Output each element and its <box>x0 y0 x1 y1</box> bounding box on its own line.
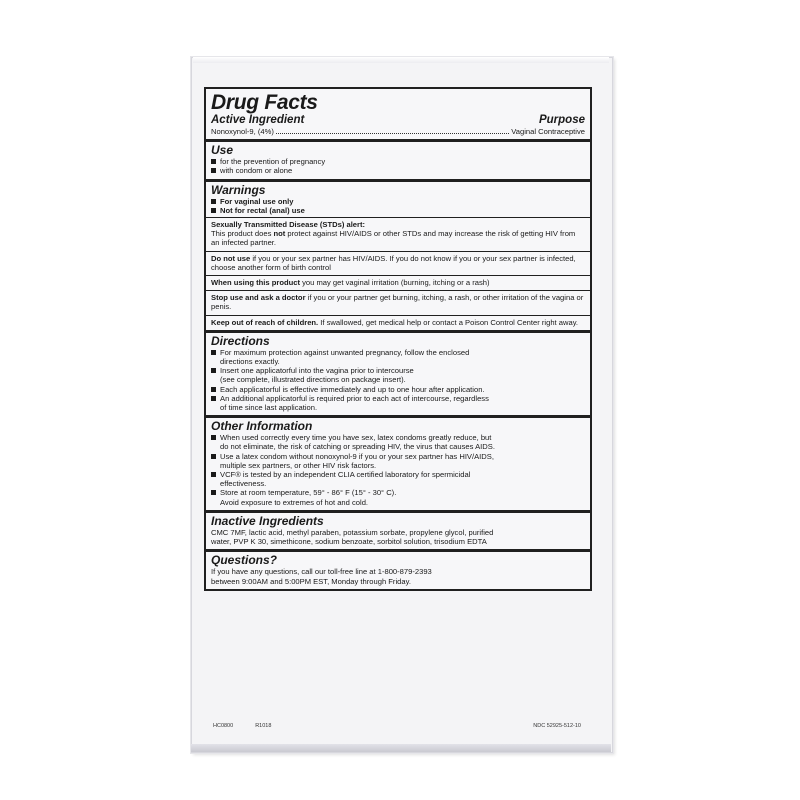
warning-item-text: For vaginal use only <box>220 196 294 206</box>
list-item <box>211 433 585 451</box>
when-using-section <box>206 275 590 290</box>
std-alert-section <box>206 217 590 251</box>
active-ingredient-header: Active Ingredient <box>211 114 305 126</box>
bullet-square-icon <box>211 350 216 355</box>
product-code: HC0800 <box>213 723 234 729</box>
use-section <box>206 139 590 178</box>
active-ingredient-purpose: Vaginal Contraceptive <box>511 127 585 136</box>
when-using-text: When using this product you may get vaginal irritation (burning, itching or a rash) <box>211 278 490 288</box>
std-alert-text: This product does not protect against HIV/AIDS or other STDs and may increase the risk of getting HIV from an infected partner. <box>211 229 576 248</box>
list-item <box>211 197 585 206</box>
list-item <box>211 470 585 488</box>
list-item <box>211 452 585 470</box>
inactive-text: CMC 7MF, lactic acid, methyl paraben, potassium sorbate, propylene glycol, purified water, PVP K 30, simethicone, sodium benzoate, sorbitol solution, trisodium EDTA <box>211 527 494 547</box>
questions-section <box>206 549 590 588</box>
directions-section <box>206 330 590 415</box>
box-top-edge <box>193 57 609 63</box>
direction-item-text: Insert one applicatorful into the vagina prior to intercourse (see complete, illustrated directions on package insert). <box>220 366 414 385</box>
use-header: Use <box>211 143 234 158</box>
warnings-header: Warnings <box>211 182 266 197</box>
bullet-square-icon <box>211 472 216 477</box>
list-item <box>211 166 585 175</box>
keep-out-text: Keep out of reach of children. If swallowed, get medical help or contact a Poison Control Center right away. <box>211 317 579 327</box>
std-alert-title: Sexually Transmitted Disease (STDs) alert: <box>211 220 366 230</box>
ndc-number: NDC 52925-512-10 <box>533 723 581 729</box>
list-item <box>211 206 585 215</box>
bullet-square-icon <box>211 168 216 173</box>
bullet-square-icon <box>211 454 216 459</box>
bullet-square-icon <box>211 208 216 213</box>
bullet-square-icon <box>211 159 216 164</box>
direction-item-text: Each applicatorful is effective immediately and up to one hour after application. <box>220 384 485 394</box>
list-item <box>211 385 585 394</box>
bullet-square-icon <box>211 368 216 373</box>
active-ingredient-name: Nonoxynol-9, (4%) <box>211 127 274 136</box>
keep-out-section <box>206 315 590 330</box>
warning-item-text: Not for rectal (anal) use <box>220 205 305 215</box>
bullet-square-icon <box>211 490 216 495</box>
inactive-section <box>206 510 590 549</box>
warnings-section <box>206 179 590 217</box>
box-bottom-edge <box>191 744 611 752</box>
do-not-use-text: Do not use if you or your sex partner has HIV/AIDS. If you do not know if you or your sex partner is infected, choose another form of birth control <box>211 253 576 272</box>
other-item-text: VCF® is tested by an independent CLIA certified laboratory for spermicidal effectiveness. <box>220 470 471 489</box>
list-item <box>211 348 585 366</box>
list-item <box>211 488 585 506</box>
revision-code: R1018 <box>255 723 272 729</box>
drug-facts-panel <box>204 87 592 591</box>
directions-header: Directions <box>211 333 270 348</box>
bullet-square-icon <box>211 199 216 204</box>
do-not-use-section <box>206 251 590 275</box>
questions-header: Questions? <box>211 553 278 568</box>
direction-item-text: An additional applicatorful is required prior to each act of intercourse, regardless of time since last application. <box>220 393 489 413</box>
package-footer <box>213 723 581 729</box>
other-info-section <box>206 415 590 510</box>
list-item <box>211 366 585 384</box>
inactive-header: Inactive Ingredients <box>211 513 324 528</box>
title-section <box>206 89 590 139</box>
other-item-text: When used correctly every time you have sex, latex condoms greatly reduce, but do not eliminate, the risk of catching or spreading HIV, the virus that causes AIDS. <box>220 433 495 452</box>
dot-leader <box>276 133 509 134</box>
direction-item-text: For maximum protection against unwanted pregnancy, follow the enclosed directions exactly. <box>220 347 470 367</box>
purpose-header: Purpose <box>538 114 585 126</box>
use-item-text: for the prevention of pregnancy <box>220 157 326 167</box>
other-info-header: Other Information <box>211 419 313 434</box>
stop-use-text: Stop use and ask a doctor if you or your partner get burning, itching, a rash, or other irritation of the vagina or penis. <box>211 293 584 312</box>
other-item-text: Use a latex condom without nonoxynol-9 if you or your sex partner has HIV/AIDS, multiple sex partners, or other HIV risk factors. <box>220 451 494 470</box>
active-ingredient-row <box>211 127 585 136</box>
list-item <box>211 157 585 166</box>
active-header-row <box>211 114 585 127</box>
bullet-square-icon <box>211 435 216 440</box>
questions-text: If you have any questions, call our toll-free line at 1-800-879-2393 between 9:00AM and 5:00PM EST, Monday through Friday. <box>211 567 432 586</box>
other-item-text: Store at room temperature, 59° - 86° F (15° - 30° C). Avoid exposure to extremes of hot and cold. <box>220 488 397 507</box>
bullet-square-icon <box>211 387 216 392</box>
drug-facts-title: Drug Facts <box>211 91 318 114</box>
use-item-text: with condom or alone <box>220 166 293 176</box>
stop-use-section <box>206 290 590 314</box>
bullet-square-icon <box>211 396 216 401</box>
list-item <box>211 394 585 412</box>
